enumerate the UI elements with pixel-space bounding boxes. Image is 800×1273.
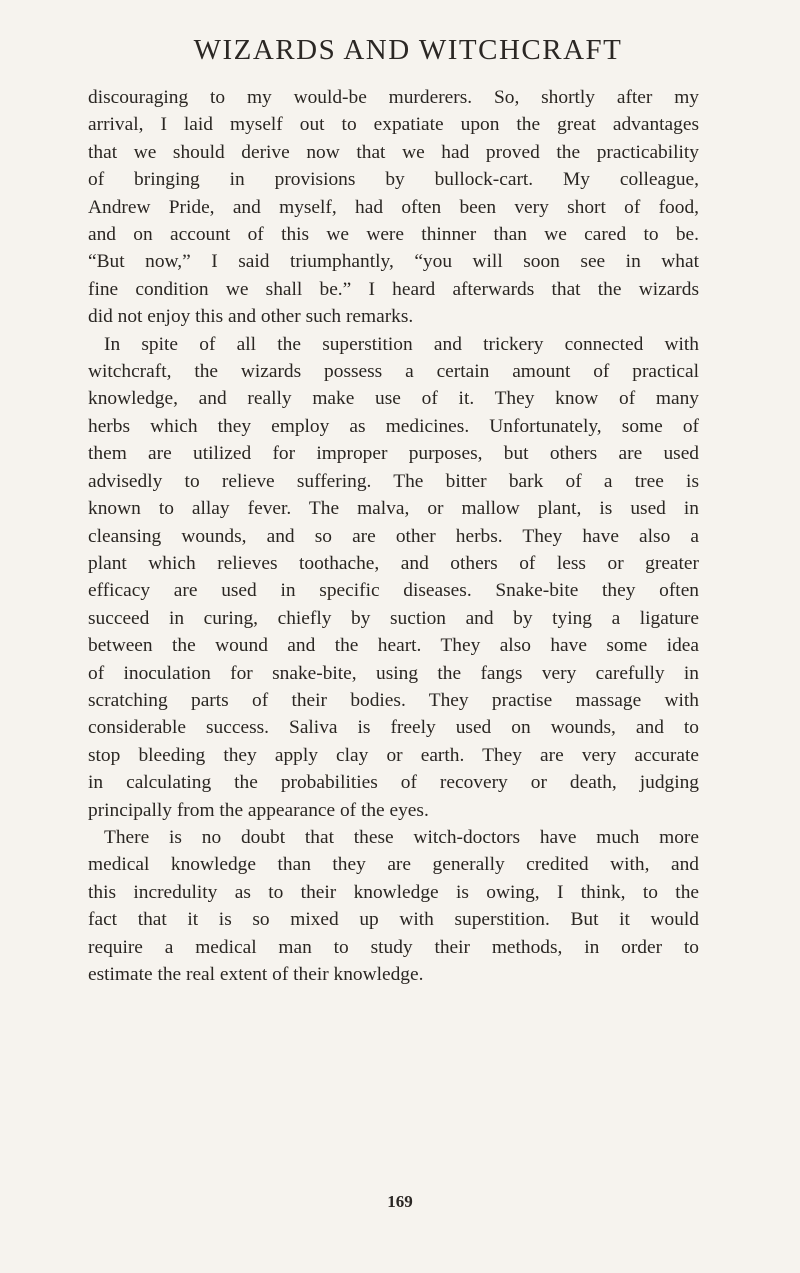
text-line: “But now,” I said triumphantly, “you will soon see in what	[88, 251, 699, 273]
text-line: of inoculation for snake-bite, using the fangs very carefully in	[88, 662, 699, 684]
text-line: considerable success. Saliva is freely used on wounds, and to	[88, 717, 699, 739]
text-line: discouraging to my would-be murderers. So, shortly after my	[88, 87, 699, 108]
text-line: advisedly to relieve suffering. The bitter bark of a tree is	[88, 470, 699, 492]
text-line: estimate the real extent of their knowledge.	[88, 964, 424, 985]
paragraph	[88, 84, 699, 331]
text-line: scratching parts of their bodies. They practise massage with	[88, 689, 699, 711]
text-line: and on account of this we were thinner than we cared to be.	[88, 224, 699, 246]
text-line: succeed in curing, chiefly by suction and by tying a ligature	[88, 607, 699, 629]
page-number: 169	[387, 1192, 413, 1211]
text-line: of bringing in provisions by bullock-cart. My colleague,	[88, 169, 699, 191]
text-line: plant which relieves toothache, and others of less or greater	[88, 552, 699, 574]
text-line: between the wound and the heart. They also have some idea	[88, 635, 699, 657]
text-line: require a medical man to study their methods, in order to	[88, 936, 699, 958]
text-line: fact that it is so mixed up with superstition. But it would	[88, 909, 699, 931]
running-head: WIZARDS AND WITCHCRAFT	[193, 34, 623, 66]
text-line: known to allay fever. The malva, or mallow plant, is used in	[88, 498, 699, 520]
text-line: knowledge, and really make use of it. They know of many	[88, 388, 699, 410]
paragraph-container	[88, 84, 699, 988]
text-line: principally from the appearance of the eyes.	[88, 799, 429, 821]
paragraph	[88, 331, 699, 824]
body-text	[88, 84, 699, 988]
text-line: Andrew Pride, and myself, had often been very short of food,	[88, 196, 699, 218]
text-line: There is no doubt that these witch-doctors have much more	[104, 826, 699, 848]
text-line: did not enjoy this and other such remarks.	[88, 306, 414, 328]
paragraph	[88, 824, 699, 988]
text-line: that we should derive now that we had proved the practicability	[88, 141, 699, 163]
text-line: stop bleeding they apply clay or earth. They are very accurate	[88, 744, 699, 766]
text-line: efficacy are used in specific diseases. Snake-bite they often	[88, 580, 699, 602]
text-line: herbs which they employ as medicines. Unfortunately, some of	[88, 415, 699, 437]
text-line: fine condition we shall be.” I heard afterwards that the wizards	[88, 278, 699, 300]
text-line: witchcraft, the wizards possess a certain amount of practical	[88, 361, 699, 383]
text-line: arrival, I laid myself out to expatiate upon the great advantages	[88, 114, 699, 136]
text-line: medical knowledge than they are generally credited with, and	[88, 854, 699, 876]
text-line: them are utilized for improper purposes, but others are used	[88, 443, 699, 465]
text-line: in calculating the probabilities of recovery or death, judging	[88, 772, 699, 794]
text-line: cleansing wounds, and so are other herbs. They have also a	[88, 525, 699, 547]
text-line: In spite of all the superstition and trickery connected with	[104, 333, 699, 355]
text-line: this incredulity as to their knowledge is owing, I think, to the	[88, 881, 699, 903]
